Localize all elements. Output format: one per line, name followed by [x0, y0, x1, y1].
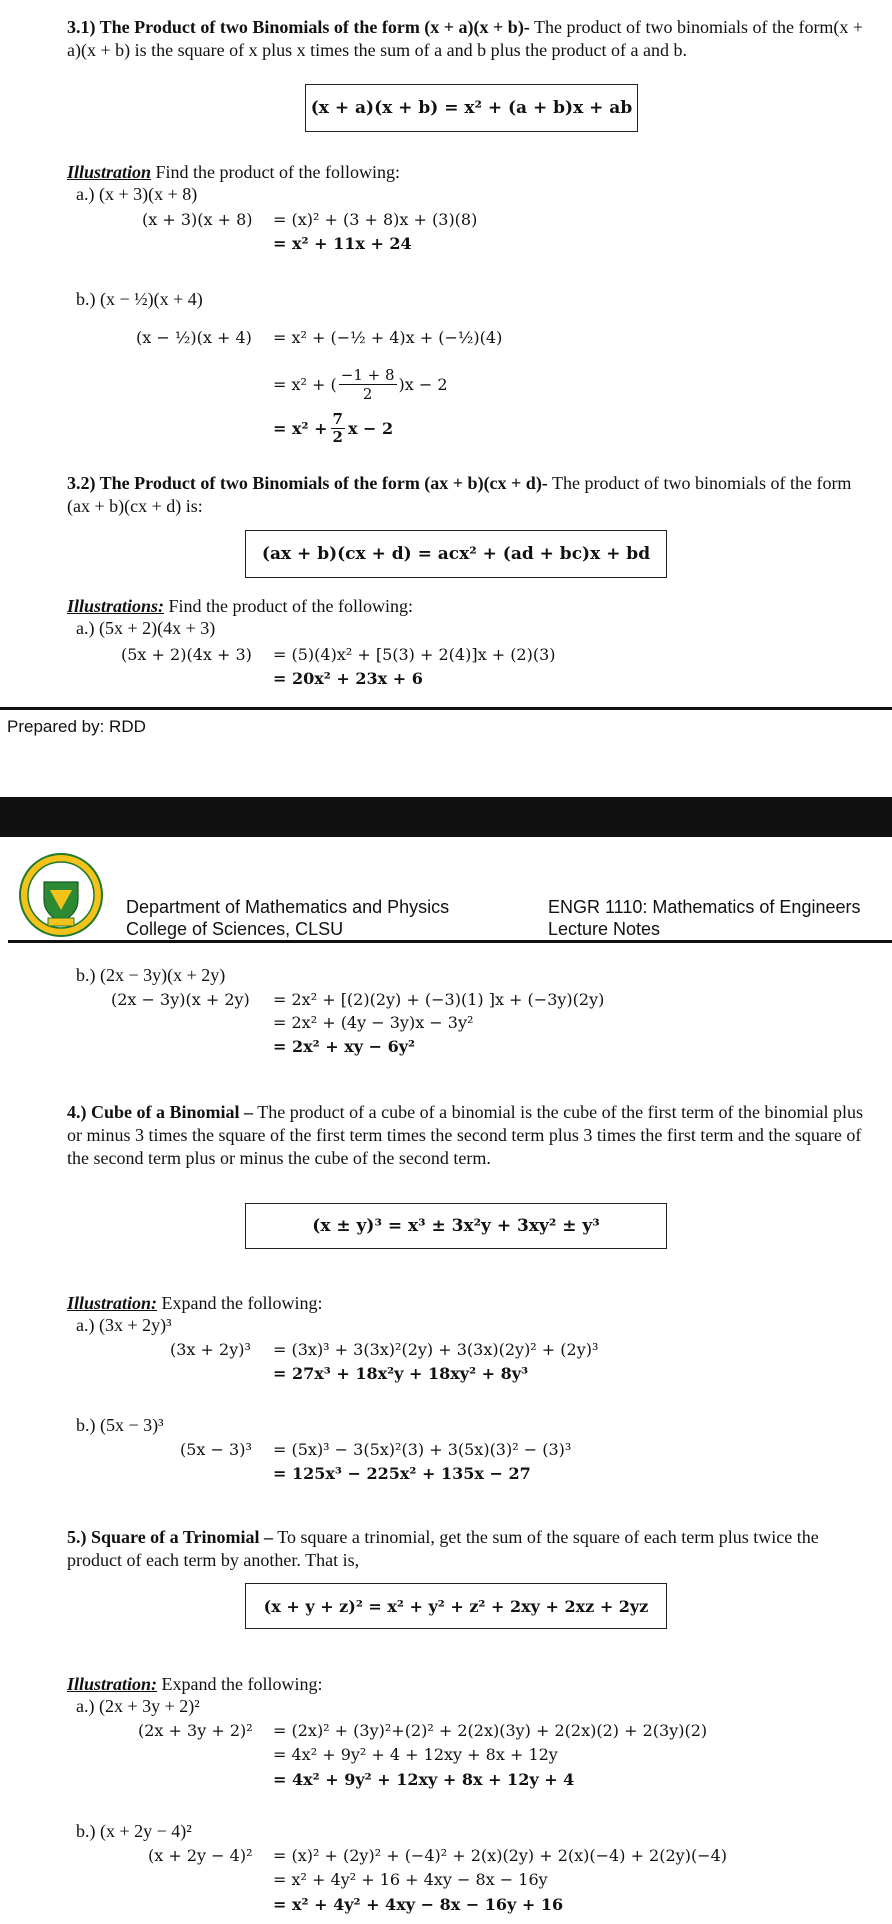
formula-5: (x + y + z)² = x² + y² + z² + 2xy + 2xz + 2yz	[263, 1596, 649, 1616]
example-3-2-b-step2: = 2x² + (4y − 3y)x − 3y²	[273, 1013, 474, 1032]
department-name: Department of Mathematics and Physics	[126, 897, 450, 917]
example-3-1-b-step1: = x² + (−½ + 4)x + (−½)(4)	[273, 328, 503, 347]
example-4-b-label: b.) (5x − 3)³	[76, 1415, 164, 1435]
section-5-text: To square a trinomial, get the sum of the square of each term plus twice the product of each term by another. That is,	[67, 1527, 819, 1570]
section-3-1-heading: 3.1) The Product of two Binomials of the form (x + a)(x + b)-	[67, 17, 530, 37]
section-3-1-paragraph	[67, 16, 867, 62]
section-4-text: The product of a cube of a binomial is the cube of the first term of the binomial plus or minus 3 times the square of the first term times the second term plus 3 times the first term and the square of the second term plus or minus the cube of the second term.	[67, 1102, 864, 1168]
example-4-a-lhs: (3x + 2y)³	[170, 1340, 251, 1359]
illustration-label: Illustrations:	[67, 596, 165, 616]
formula-box-3-1	[305, 84, 638, 132]
step2-prefix: = x² + (	[273, 375, 337, 394]
illustration-text: Find the product of the following:	[151, 162, 401, 182]
formula-3-1: (x + a)(x + b) = x² + (a + b)x + ab	[310, 98, 633, 118]
page-separator-band	[0, 797, 892, 837]
illustration-5	[67, 1674, 323, 1695]
illustration-label: Illustration	[67, 162, 152, 182]
illustration-4	[67, 1293, 323, 1314]
step2-suffix: )x − 2	[398, 375, 448, 394]
example-5-a-label: a.) (2x + 3y + 2)²	[76, 1696, 200, 1716]
example-3-2-a-lhs: (5x + 2)(4x + 3)	[121, 645, 252, 664]
example-3-2-a-label: a.) (5x + 2)(4x + 3)	[76, 618, 216, 638]
example-5-b-step2: = x² + 4y² + 16 + 4xy − 8x − 16y	[273, 1870, 548, 1889]
example-3-1-b-label: b.) (x − ½)(x + 4)	[76, 289, 203, 309]
example-3-1-a-lhs: (x + 3)(x + 8)	[142, 210, 253, 229]
example-4-b-step1: = (5x)³ − 3(5x)²(3) + 3(5x)(3)² − (3)³	[273, 1440, 572, 1459]
prepared-by: Prepared by: RDD	[7, 717, 146, 736]
formula-box-5	[245, 1583, 667, 1629]
example-4-a-step1: = (3x)³ + 3(3x)²(2y) + 3(3x)(2y)² + (2y)³	[273, 1340, 599, 1359]
section-3-2-text: The product of two binomials of the form (ax + b)(cx + d) is:	[67, 473, 852, 516]
clsu-logo	[18, 852, 104, 938]
course-title: ENGR 1110: Mathematics of Engineers	[548, 897, 861, 917]
result-prefix: = x² +	[273, 419, 328, 438]
formula-box-3-2	[245, 530, 667, 578]
example-5-a-result: = 4x² + 9y² + 12xy + 8x + 12y + 4	[273, 1770, 575, 1789]
formula-box-4	[245, 1203, 667, 1249]
example-3-1-b-lhs: (x − ½)(x + 4)	[136, 328, 252, 347]
college-name: College of Sciences, CLSU	[126, 919, 344, 939]
lecture-notes-label: Lecture Notes	[548, 919, 661, 939]
illustration-3-1	[67, 162, 400, 183]
formula-4: (x ± y)³ = x³ ± 3x²y + 3xy² ± y³	[312, 1216, 600, 1236]
illustration-3-2	[67, 596, 413, 617]
header-rule	[8, 940, 892, 943]
example-4-a-label: a.) (3x + 2y)³	[76, 1315, 172, 1335]
result-suffix: x − 2	[347, 419, 394, 438]
section-3-1-text: The product of two binomials of the form(x + a)(x + b) is the square of x plus x times the sum of a and b plus the product of a and b.	[67, 17, 864, 60]
example-3-1-a-label: a.) (x + 3)(x + 8)	[76, 184, 198, 204]
illustration-text: Expand the following:	[157, 1674, 323, 1694]
example-5-b-step1: = (x)² + (2y)² + (−4)² + 2(x)(2y) + 2(x)(−4) + 2(2y)(−4)	[273, 1846, 728, 1865]
example-3-2-a-result: = 20x² + 23x + 6	[273, 669, 423, 688]
example-3-1-a-result: = x² + 11x + 24	[273, 234, 412, 253]
section-5-paragraph	[67, 1526, 873, 1572]
example-3-2-b-step1: = 2x² + [(2)(2y) + (−3)(1) ]x + (−3y)(2y)	[273, 990, 605, 1009]
section-4-heading: 4.) Cube of a Binomial –	[67, 1102, 254, 1122]
example-3-2-b-label: b.) (2x − 3y)(x + 2y)	[76, 965, 226, 985]
example-5-a-step1: = (2x)² + (3y)²+(2)² + 2(2x)(3y) + 2(2x)(2) + 2(3y)(2)	[273, 1721, 708, 1740]
example-3-1-b-result	[273, 411, 393, 446]
example-5-b-label: b.) (x + 2y − 4)²	[76, 1821, 192, 1841]
footer-rule	[0, 707, 892, 710]
example-3-1-a-step1: = (x)² + (3 + 8)x + (3)(8)	[273, 210, 478, 229]
example-5-b-lhs: (x + 2y − 4)²	[148, 1846, 253, 1865]
result-numerator: 7	[332, 410, 343, 428]
step2-fraction	[339, 366, 397, 403]
example-3-2-b-lhs: (2x − 3y)(x + 2y)	[111, 990, 250, 1009]
illustration-text: Find the product of the following:	[164, 596, 414, 616]
example-3-1-b-step2	[273, 366, 448, 403]
illustration-text: Expand the following:	[157, 1293, 323, 1313]
example-4-b-lhs: (5x − 3)³	[180, 1440, 252, 1459]
step2-denominator: 2	[362, 385, 373, 403]
formula-3-2: (ax + b)(cx + d) = acx² + (ad + bc)x + bd	[261, 544, 651, 564]
clsu-seal-icon	[18, 852, 104, 938]
section-3-2-paragraph	[67, 472, 867, 518]
illustration-label: Illustration:	[67, 1293, 158, 1313]
section-4-paragraph	[67, 1101, 873, 1170]
example-3-2-a-step1: = (5)(4)x² + [5(3) + 2(4)]x + (2)(3)	[273, 645, 556, 664]
example-3-2-b-result: = 2x² + xy − 6y²	[273, 1037, 416, 1056]
section-5-heading: 5.) Square of a Trinomial –	[67, 1527, 274, 1547]
result-fraction	[331, 411, 345, 446]
step2-numerator: −1 + 8	[340, 366, 395, 384]
illustration-label: Illustration:	[67, 1674, 158, 1694]
example-5-a-step2: = 4x² + 9y² + 4 + 12xy + 8x + 12y	[273, 1745, 558, 1764]
section-3-2-heading: 3.2) The Product of two Binomials of the form (ax + b)(cx + d)-	[67, 473, 548, 493]
example-4-b-result: = 125x³ − 225x² + 135x − 27	[273, 1464, 531, 1483]
example-5-b-result: = x² + 4y² + 4xy − 8x − 16y + 16	[273, 1895, 564, 1914]
example-4-a-result: = 27x³ + 18x²y + 18xy² + 8y³	[273, 1364, 529, 1383]
result-denominator: 2	[332, 428, 343, 446]
example-5-a-lhs: (2x + 3y + 2)²	[138, 1721, 253, 1740]
